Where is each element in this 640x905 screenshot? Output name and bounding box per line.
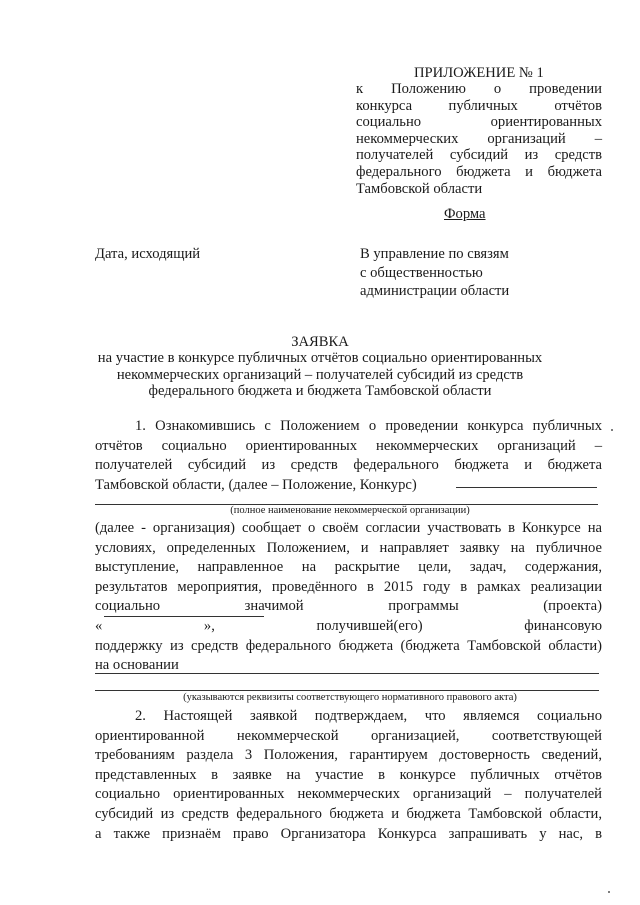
paragraph-line: Тамбовской области, (далее – Положение, Конкурс) — [95, 476, 417, 493]
paragraph-line: представленных в заявке на участие в конкурсе публичных отчётов — [95, 766, 602, 783]
recipient-line: администрации области — [360, 283, 510, 300]
subtitle-line: на участие в конкурсе публичных отчётов социально ориентированных — [97, 350, 543, 366]
paragraph-line: (далее - организация) сообщает о своём согласии участвовать в Конкурсе на — [95, 520, 602, 536]
subtitle-line: некоммерческих организаций – получателей субсидий из средств — [116, 366, 524, 383]
recipient-line: с общественностью — [360, 264, 483, 281]
form-label: Форма — [444, 206, 486, 222]
appendix-line: получателей субсидий из средств — [356, 147, 602, 164]
paragraph-line: получателей субсидий из средств федерального бюджета и бюджета — [95, 457, 602, 474]
scan-speck — [608, 891, 610, 893]
paragraph-line: результатов мероприятия, проведённого в 2015 году в рамках реализации — [95, 578, 602, 595]
paragraph-line: требованиям раздела 3 Положения, гарантируем достоверность сведений, — [95, 747, 602, 764]
paragraph-line: ориентированной некоммерческой организацией, соответствующей — [95, 727, 602, 744]
paragraph-1-continued — [95, 520, 602, 674]
document-title: ЗАЯВКА — [291, 334, 349, 350]
paragraph-line: условиях, определенных Положением, и направляет заявку на публичное — [95, 539, 602, 556]
date-outgoing-label: Дата, исходящий — [95, 246, 201, 262]
subtitle-line: федерального бюджета и бюджета Тамбовской области — [148, 383, 492, 400]
caption-legal-act: (указываются реквизиты соответствующего нормативного правового акта) — [183, 692, 517, 703]
recipient-line: В управление по связям — [360, 246, 509, 262]
blank-line — [95, 690, 599, 691]
blank-line — [104, 616, 264, 617]
appendix-description — [356, 81, 602, 197]
appendix-line: социально ориентированных — [356, 114, 602, 131]
document-subtitle — [0, 350, 640, 400]
paragraph-line: отчётов социально ориентированных некоммерческих организаций – — [95, 437, 602, 454]
caption-org-name: (полное наименование некоммерческой организации) — [230, 505, 470, 516]
appendix-title: ПРИЛОЖЕНИЕ № 1 — [414, 65, 544, 81]
recipient-block — [360, 246, 509, 300]
appendix-line: Тамбовской области — [356, 180, 483, 197]
paragraph-line: выступление, направленное на раскрытие цели, задач, содержания, — [95, 559, 602, 576]
paragraph-line: « », получившей(его) финансовую — [95, 617, 602, 634]
appendix-line: федерального бюджета и бюджета — [356, 163, 602, 180]
paragraph-line: субсидий из средств федерального бюджета и бюджета Тамбовской области, — [95, 805, 602, 822]
blank-line — [95, 673, 599, 674]
paragraph-line: на основании — [95, 657, 179, 674]
scan-speck — [611, 429, 613, 431]
paragraph-line: 2. Настоящей заявкой подтверждаем, что являемся социально — [135, 708, 602, 724]
appendix-line: к Положению о проведении — [356, 81, 602, 97]
paragraph-line: поддержку из средств федерального бюджета (бюджета Тамбовской области) — [95, 637, 602, 654]
paragraph-line: 1. Ознакомившись с Положением о проведении конкурса публичных — [135, 418, 602, 434]
appendix-line: некоммерческих организаций – — [356, 130, 602, 147]
paragraph-1 — [95, 418, 602, 493]
appendix-line: конкурса публичных отчётов — [356, 97, 602, 114]
paragraph-line: социально значимой программы (проекта) — [95, 598, 602, 615]
paragraph-line: а также признаём право Организатора Конкурса запрашивать у нас, в — [95, 825, 602, 842]
paragraph-2 — [95, 708, 602, 842]
blank-line — [456, 487, 597, 488]
paragraph-line: социально ориентированных некоммерческих организаций – получателей — [95, 786, 602, 803]
